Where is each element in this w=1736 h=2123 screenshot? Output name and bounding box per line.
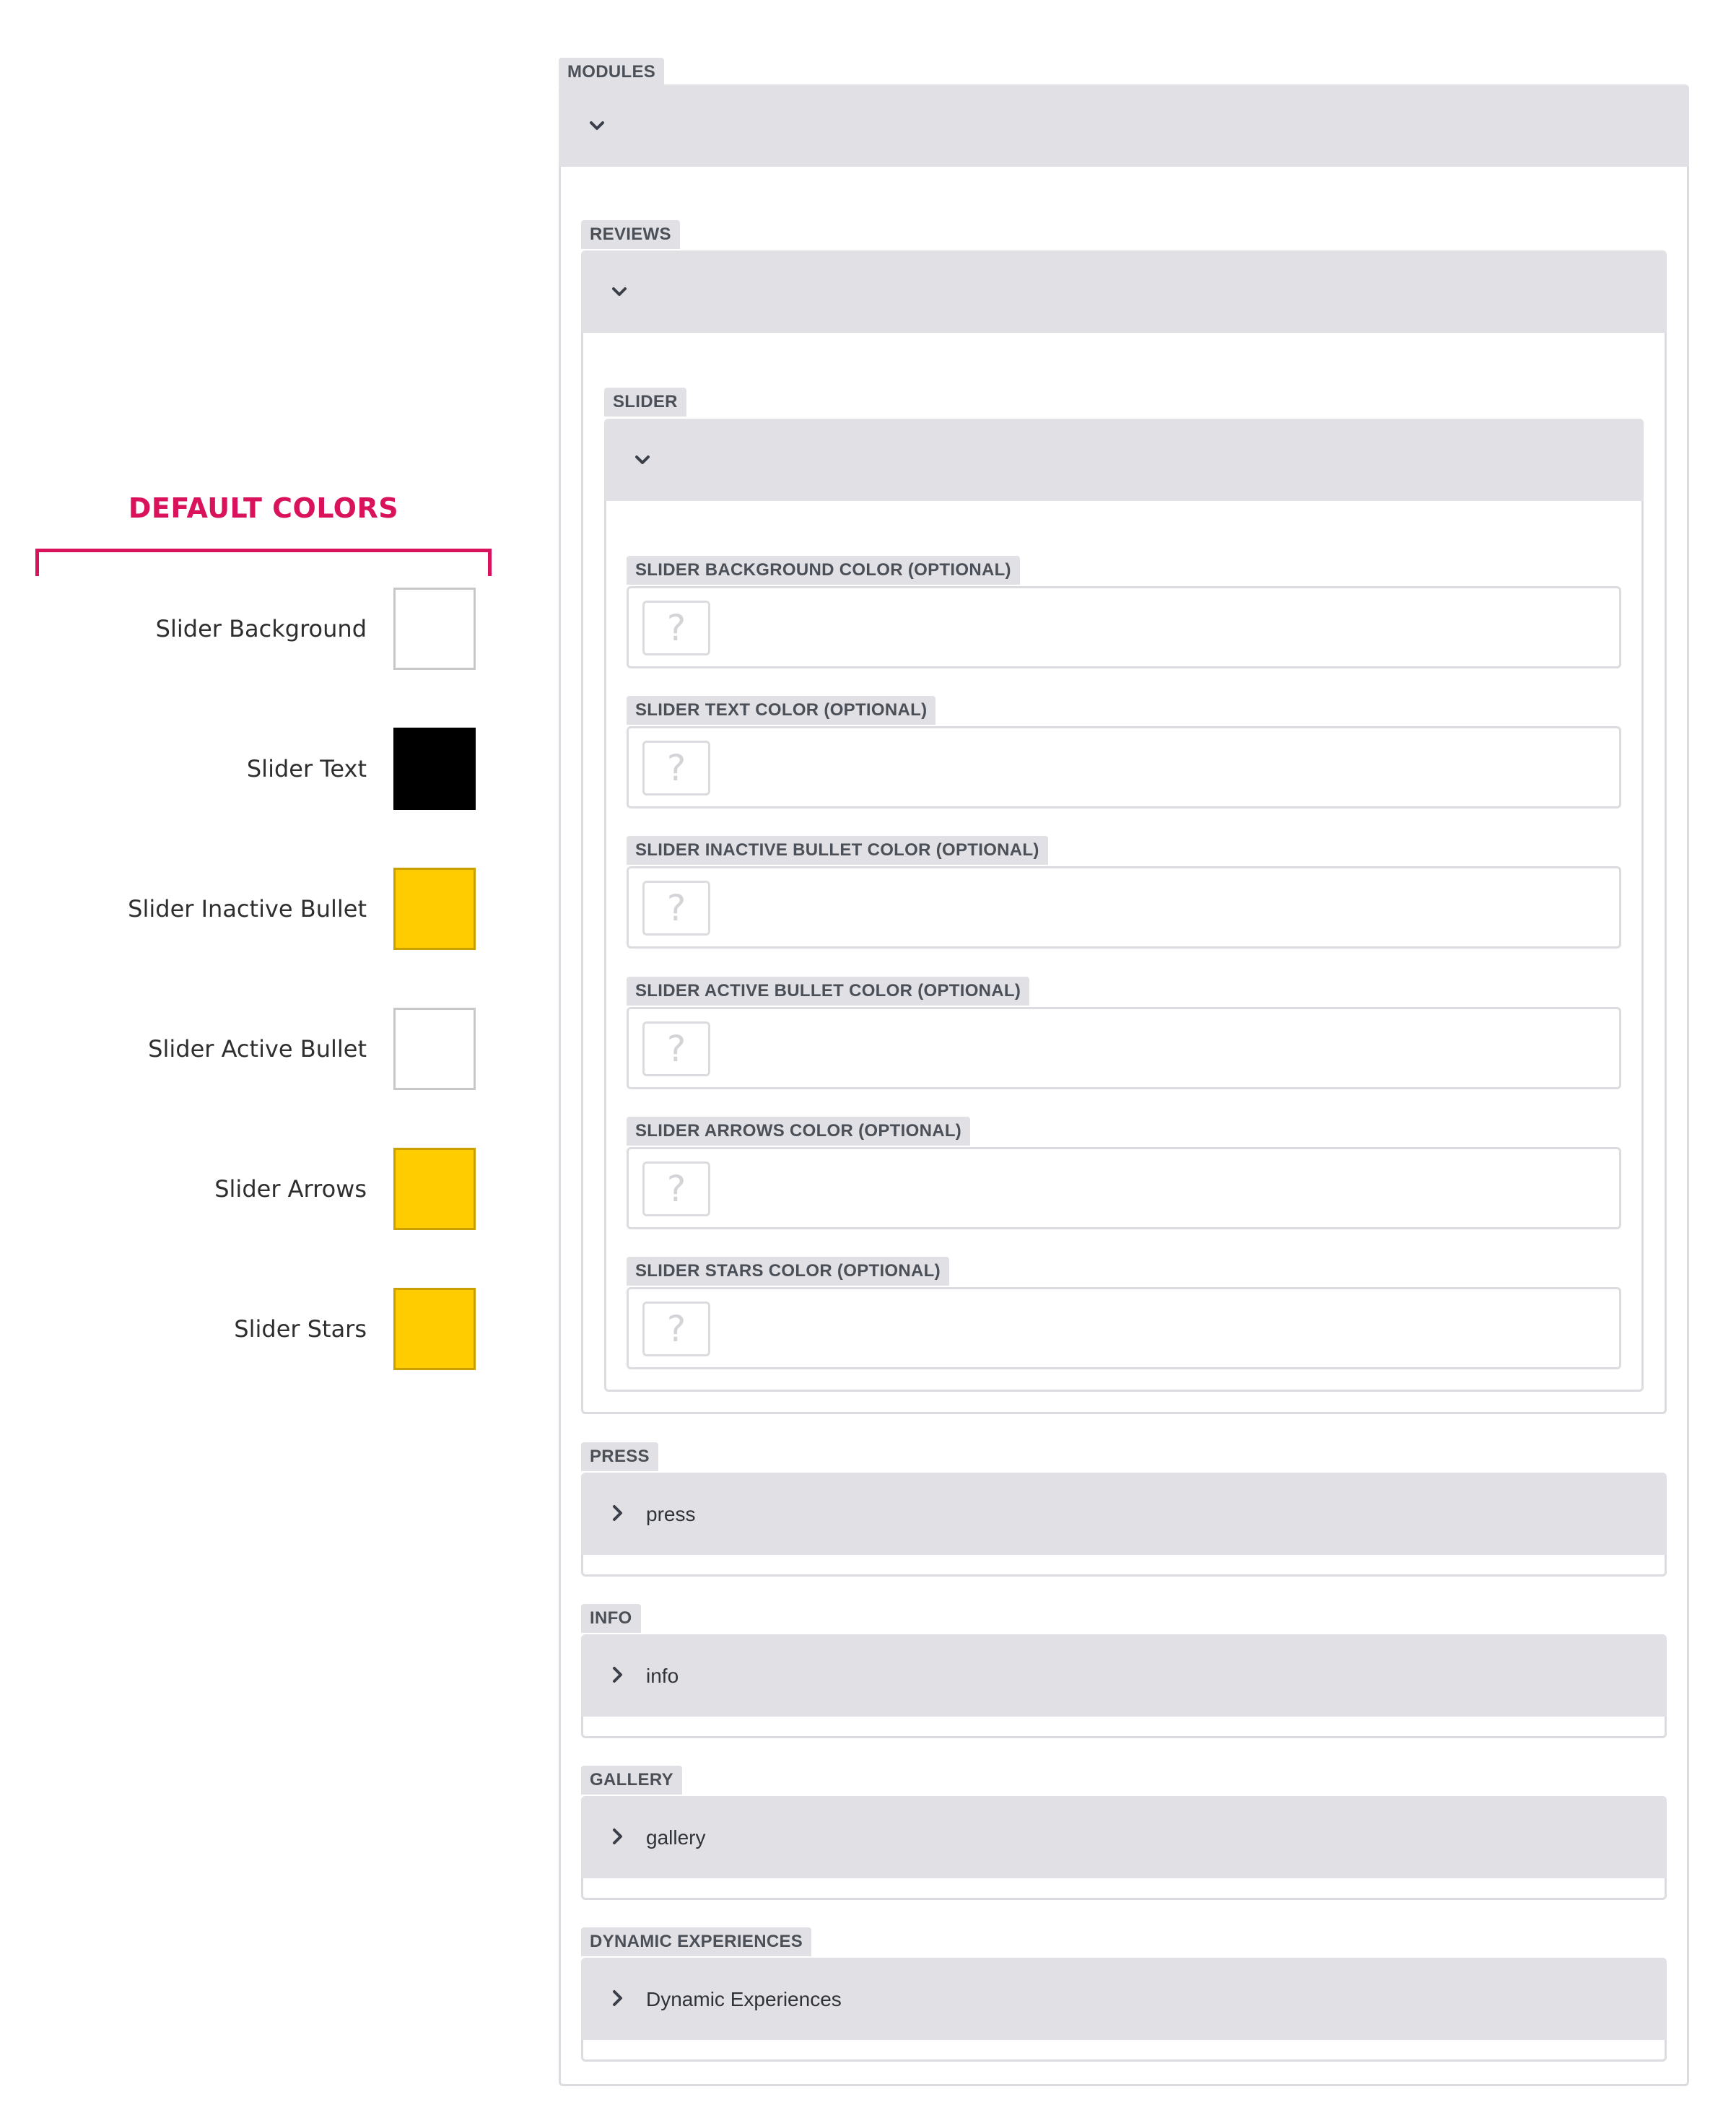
question-mark-icon[interactable]: ?: [642, 881, 710, 936]
reviews-tab: REVIEWS: [581, 220, 680, 249]
legend-item-slider-inactive-bullet: [0, 868, 505, 950]
field-label-slider-arrows-color: SLIDER ARROWS COLOR (OPTIONAL): [627, 1117, 970, 1146]
chevron-down-icon[interactable]: [587, 115, 607, 136]
legend-label: Slider Inactive Bullet: [128, 895, 367, 923]
field-label-slider-background-color: SLIDER BACKGROUND COLOR (OPTIONAL): [627, 556, 1020, 585]
slider-arrows-color-field[interactable]: [627, 1147, 1621, 1229]
color-swatch: [393, 868, 476, 950]
chevron-right-icon[interactable]: [607, 1826, 627, 1847]
legend-item-slider-stars: [0, 1288, 505, 1370]
legend-label: Slider Background: [155, 615, 367, 642]
field-label-slider-inactive-bullet-color: SLIDER INACTIVE BULLET COLOR (OPTIONAL): [627, 836, 1048, 865]
legend-label: Slider Stars: [234, 1315, 367, 1343]
question-mark-icon[interactable]: ?: [642, 1302, 710, 1356]
gallery-toggle-bar[interactable]: [581, 1796, 1667, 1878]
press-section-title: press: [646, 1503, 696, 1525]
chevron-down-icon[interactable]: [632, 450, 653, 470]
color-swatch: [393, 588, 476, 670]
slider-toggle-bar[interactable]: [604, 419, 1644, 501]
question-mark-icon[interactable]: ?: [642, 1161, 710, 1216]
press-tab: PRESS: [581, 1442, 658, 1471]
legend-label: Slider Active Bullet: [148, 1035, 367, 1063]
chevron-right-icon[interactable]: [607, 1988, 627, 2008]
slider-active-bullet-color-field[interactable]: [627, 1007, 1621, 1089]
field-label-slider-active-bullet-color: SLIDER ACTIVE BULLET COLOR (OPTIONAL): [627, 977, 1029, 1006]
question-mark-icon[interactable]: ?: [642, 741, 710, 795]
question-mark-icon[interactable]: ?: [642, 1021, 710, 1076]
modules-toggle-bar[interactable]: [559, 84, 1689, 167]
info-section-title: info: [646, 1665, 679, 1687]
legend-label: Slider Arrows: [214, 1175, 367, 1203]
field-label-slider-text-color: SLIDER TEXT COLOR (OPTIONAL): [627, 696, 935, 725]
dynamic-experiences-section-title: Dynamic Experiences: [646, 1988, 842, 2010]
color-swatch: [393, 1008, 476, 1090]
color-swatch: [393, 1148, 476, 1230]
color-swatch: [393, 728, 476, 810]
press-toggle-bar[interactable]: [581, 1473, 1667, 1555]
slider-stars-color-field[interactable]: [627, 1287, 1621, 1369]
color-swatch: [393, 1288, 476, 1370]
gallery-section-title: gallery: [646, 1826, 706, 1849]
slider-tab: SLIDER: [604, 388, 686, 417]
gallery-tab: GALLERY: [581, 1766, 682, 1795]
dynamic-experiences-tab: DYNAMIC EXPERIENCES: [581, 1927, 811, 1956]
dynamic-experiences-toggle-bar[interactable]: [581, 1958, 1667, 2040]
legend-bracket: [35, 549, 492, 576]
reviews-toggle-bar[interactable]: [581, 250, 1667, 333]
legend-item-slider-background: [0, 588, 505, 670]
legend-item-slider-arrows: [0, 1148, 505, 1230]
legend-item-slider-text: [0, 728, 505, 810]
slider-text-color-field[interactable]: [627, 726, 1621, 808]
chevron-down-icon[interactable]: [609, 282, 629, 302]
question-mark-icon[interactable]: ?: [642, 601, 710, 655]
slider-background-color-field[interactable]: [627, 586, 1621, 668]
slider-inactive-bullet-color-field[interactable]: [627, 866, 1621, 949]
legend-item-slider-active-bullet: [0, 1008, 505, 1090]
field-label-slider-stars-color: SLIDER STARS COLOR (OPTIONAL): [627, 1257, 949, 1286]
legend-title: DEFAULT COLORS: [128, 492, 399, 524]
info-tab: INFO: [581, 1604, 641, 1633]
info-toggle-bar[interactable]: [581, 1634, 1667, 1717]
chevron-right-icon[interactable]: [607, 1503, 627, 1523]
modules-tab: MODULES: [559, 58, 664, 87]
legend-label: Slider Text: [246, 755, 367, 782]
chevron-right-icon[interactable]: [607, 1665, 627, 1685]
